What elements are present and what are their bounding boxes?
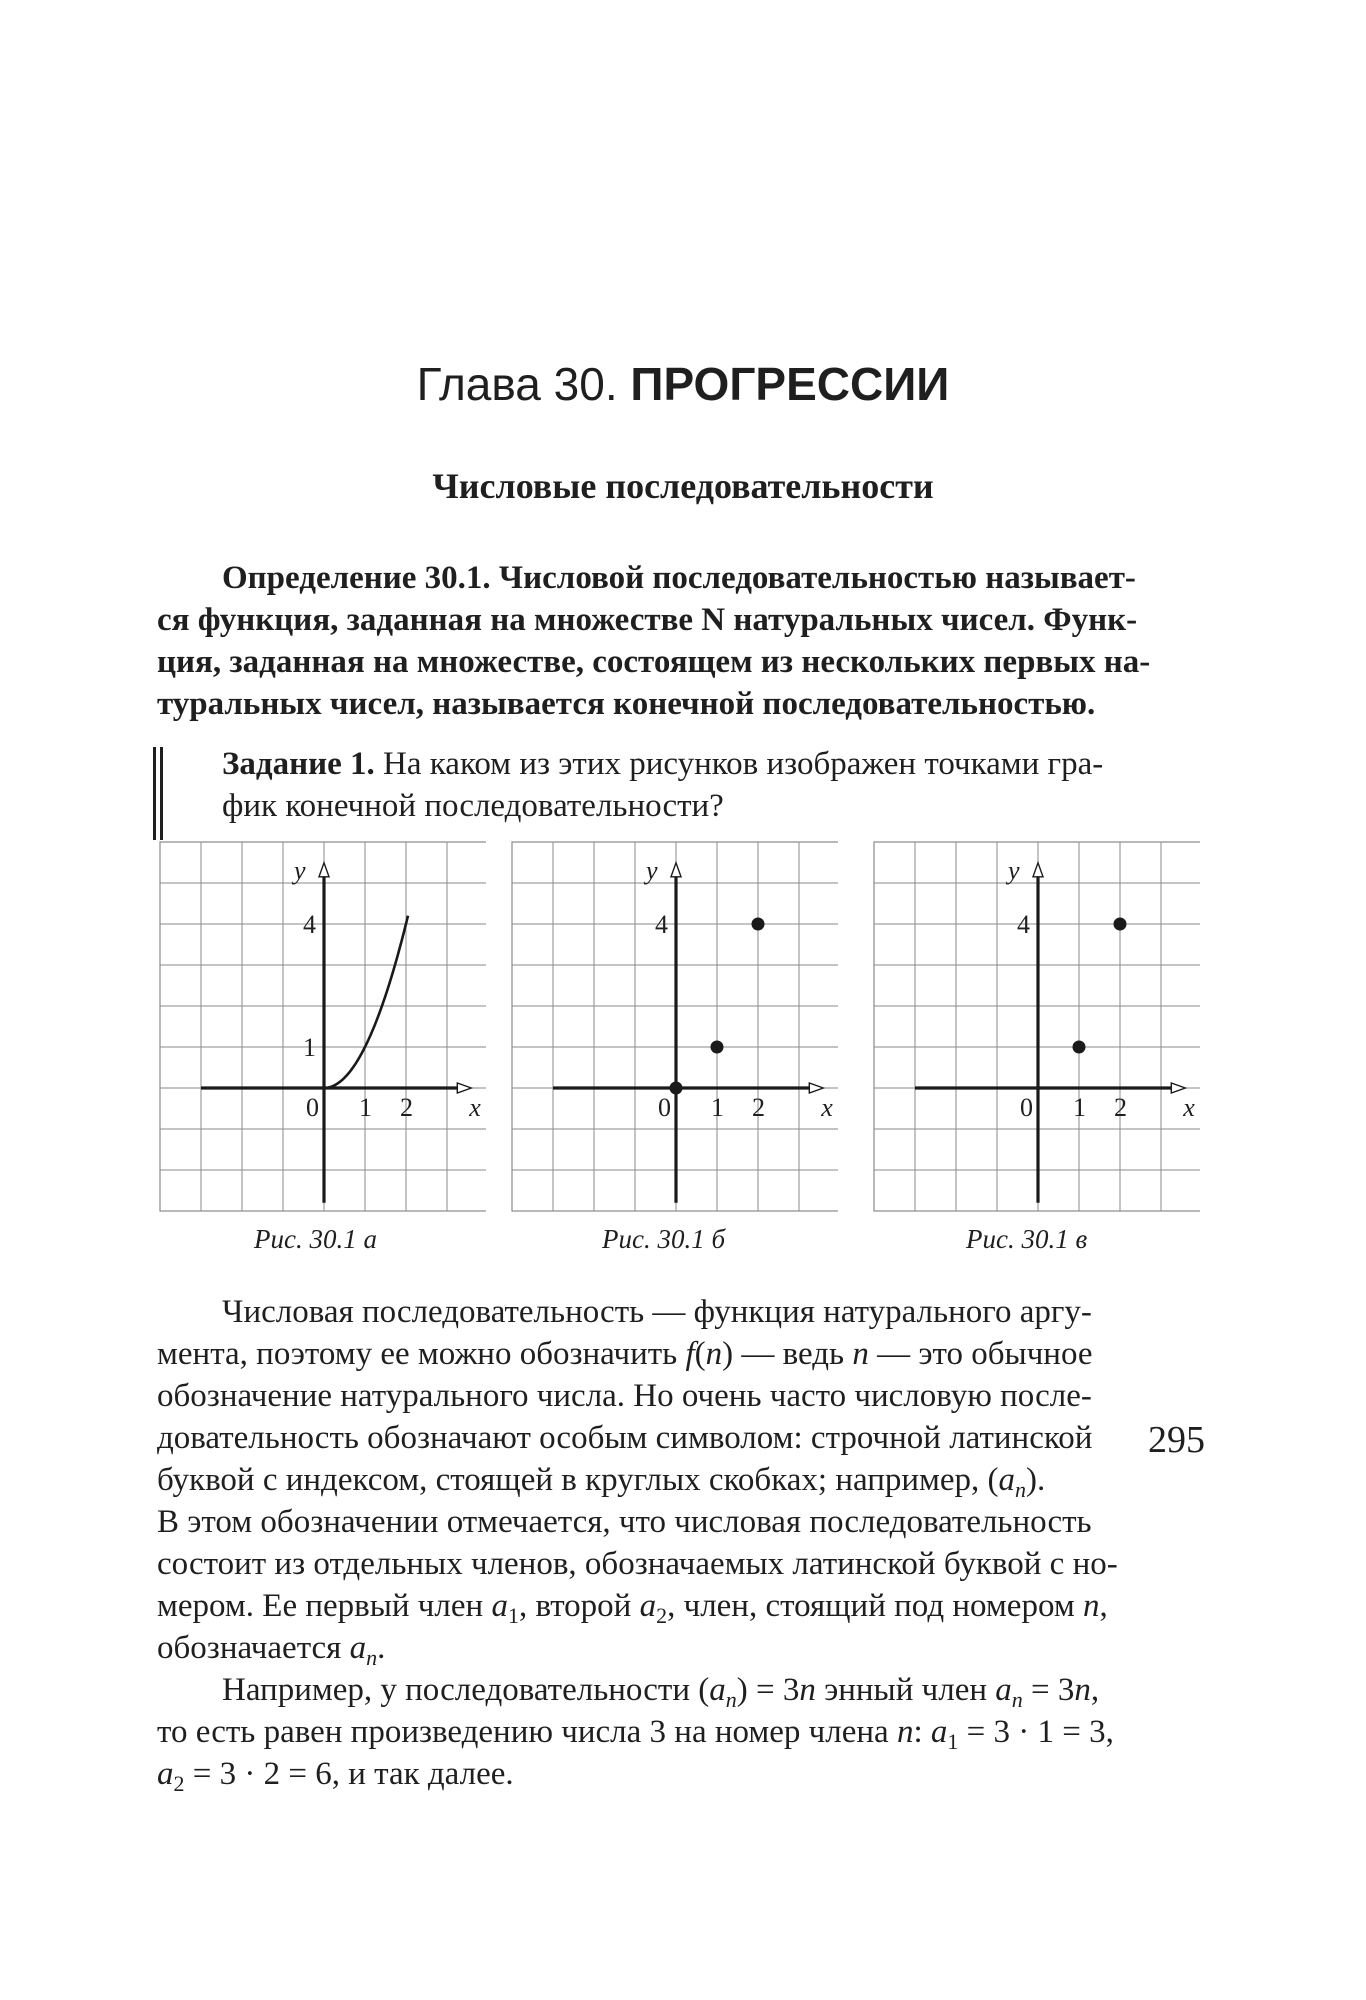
sequence-point [1073,1041,1086,1054]
chapter-title [0,356,1366,412]
paragraph-line: Числовая последовательность — функция натурального аргу- [222,1294,1092,1330]
tick-label-x2: 2 [752,1093,765,1122]
sequence-point [670,1082,683,1095]
section-title: Числовые последовательности [432,466,934,506]
figure-30-1-b [508,838,838,1212]
paragraph-line: В этом обозначении отмечается, что числовая последовательность [157,1504,1092,1540]
tick-label-x1: 1 [1073,1093,1086,1122]
sequence-point [1114,918,1127,931]
figure-caption: Рис. 30.1 а [254,1224,377,1254]
tick-label-x2: 2 [400,1093,413,1122]
definition-line: ся функция, заданная на множестве N натуральных чисел. Функ- [157,602,1138,638]
task-line-1 [222,744,1103,785]
tick-label-y4: 4 [303,910,316,939]
paragraph-line: мером. Ее первый член $a_1$, второй $a_2$, член, стоящий под номером n, [157,1588,1108,1628]
y-axis-label: y [646,855,658,885]
definition-line: Определение 30.1. Числовой последовательностью называет- [222,560,1136,596]
figure-caption: Рис. 30.1 в [966,1224,1088,1254]
tick-label-y1: 1 [303,1033,316,1062]
figure-caption: Рис. 30.1 б [602,1224,726,1254]
tick-label-origin: 0 [1020,1093,1033,1122]
paragraph-line: то есть равен произведению числа 3 на номер члена n: $a_1 = 3 \cdot 1 = 3$, [157,1714,1114,1754]
task-marker-bar [160,747,163,840]
tick-label-y4: 4 [655,910,668,939]
y-axis-label: y [1008,855,1020,885]
chapter-name: ПРОГРЕССИИ [630,358,950,410]
paragraph-line: $a_2 = 3 \cdot 2 = 6$, и так далее. [157,1756,514,1796]
paragraph-line: обозначается $a_n$. [157,1630,386,1670]
tick-label-origin: 0 [306,1093,319,1122]
paragraph-line: довательность обозначают особым символом: строчной латинской [157,1420,1093,1456]
task-label: Задание 1. [222,746,375,782]
definition-line: ция, заданная на множестве, состоящем из нескольких первых на- [157,644,1151,680]
figure-30-1-a [156,838,486,1212]
sequence-point [752,918,765,931]
page-number: 295 [1148,1419,1205,1461]
task-marker-bar [153,747,156,840]
tick-label-y4: 4 [1017,910,1030,939]
tick-label-x2: 2 [1114,1093,1127,1122]
sequence-point [711,1041,724,1054]
tick-label-x1: 1 [711,1093,724,1122]
paragraph-line: обозначение натурального числа. Но очень часто числовую после- [157,1378,1092,1414]
paragraph-line: состоит из отдельных членов, обозначаемых латинской буквой с но- [157,1546,1118,1582]
paragraph-line: буквой с индексом, стоящей в круглых скобках; например, $(a_n)$. [157,1462,1046,1502]
figure-30-1-c [870,838,1200,1212]
y-axis-label: y [294,855,306,885]
x-axis-label: x [1183,1093,1195,1122]
paragraph-line: Например, у последовательности $(a_n) = 3n$ энный член $a_n = 3n$, [222,1672,1100,1712]
task-line-2: фик конечной последовательности? [222,788,724,824]
task-text: На каком из этих рисунков изображен точками гра- [383,746,1104,782]
x-axis-label: x [821,1093,833,1122]
definition-line: туральных чисел, называется конечной последовательностью. [157,686,1096,722]
tick-label-x1: 1 [359,1093,372,1122]
chapter-prefix: Глава 30. [416,358,618,410]
tick-label-origin: 0 [658,1093,671,1122]
x-axis-label: x [469,1093,481,1122]
paragraph-line: мента, поэтому ее можно обозначить f(n) — ведь n — это обычное [157,1336,1093,1372]
